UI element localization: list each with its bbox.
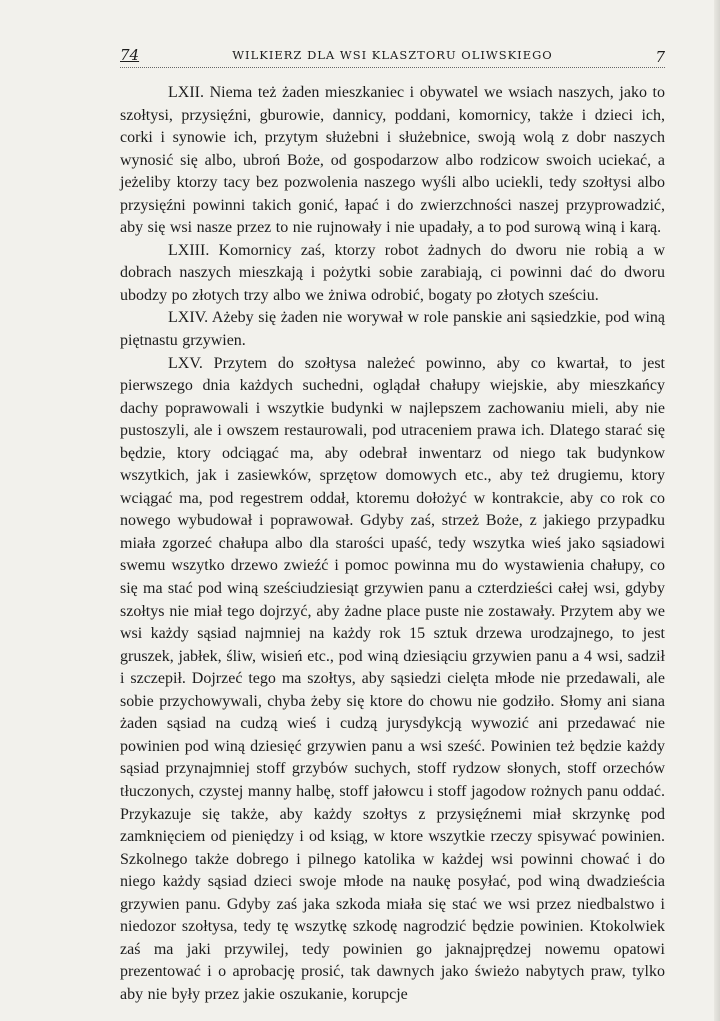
running-head <box>120 42 665 66</box>
header-rule <box>120 67 665 68</box>
text-body <box>120 82 665 1006</box>
page-number: 74 <box>120 46 140 64</box>
paragraph-lxv: LXV. Przytem do szołtysa należeć powinno, aby co kwartał, to jest pierwszego dnia każdych suchedni, oglądał chałupy wiejskie, aby mieszkańcy dachy poprawowali i wszytkie budynki w najlepszem zachowaniu mieli, aby nie pustoszyli, ale i owszem restaurowali, pod utraceniem prawa ich. Dlatego starać się będzie, ktory odciągać ma, aby odebrał inwentarz od niego tak budynkow wszytkich, jak i zasiewków, sprzętow domowych etc., aby też drugiemu, ktory wciągać ma, pod regestrem oddał, ktoremu dołożyć w kontrakcie, aby co rok co nowego wybudował i poprawował. Gdyby zaś, strzeż Boże, z jakiego przypadku miała zgorzeć chałupa albo dla starości upaść, tedy wszytka wieś jako sąsiadowi swemu wszytko drzewo zwieźć i pomoc powinna mu do wystawienia chałupy, co się ma stać pod winą sześciudziesiąt grzywien panu a czterdzieści całej wsi, gdyby szołtys nie miał tego dojrzyć, aby żadne place puste nie zostawały. Przytem aby we wsi każdy sąsiad najmniej na każdy rok 15 sztuk drzewa urodzajnego, to jest gruszek, jabłek, śliw, wisień etc., pod winą dziesiąciu grzywien panu a 4 wsi, sadził i szczepił. Dojrzeć tego ma szołtys, aby sąsiedzi cielęta młode nie przedawali, ale sobie przychowywali, chyba żeby się ktore do chowu nie godziło. Słomy ani siana żaden sąsiad na cudzą wieś i cudzą jurysdykcją wywozić ani przedawać nie powinien pod winą dziesięć grzywien panu a wsi sześć. Powinien też będzie każdy sąsiad przynajmniej stoff grzybów suchych, stoff rydzow słonych, stoff orzechów tłuczonych, czystej manny halbę, stoff jałowcu i stoff jagodow rożnych panu oddać. Przykazuje się także, aby każdy szołtys z przysięźnemi miał skrzynkę pod zamknięciem od pieniędzy i od ksiąg, w ktore wszytkie rzeczy spisywać powinien. Szkolnego także dobrego i pilnego katolika w każdej wsi powinni chować i do niego każdy sąsiad dzieci swoje młode na naukę posyłać, pod winą dwadzieścia grzywien panu. Gdyby zaś jaka szkoda miała się stać we wsi przez niedbalstwo i niedozor szołtysa, tedy tę wszytkę szkodę nagrodzić będzie powinien. Ktokolwiek zaś ma jaki przywilej, tedy powinien go jaknajprędzej nowemu opatowi prezentować i o aprobację prosić, tak dawnych jako świeżo nabytych praw, tylko aby nie były przez jakie oszukanie, korupcje <box>120 354 665 1003</box>
page-edge-shadow <box>714 0 720 1021</box>
running-title: WILKIERZ DLA WSI KLASZTORU OLIWSKIEGO <box>232 48 553 62</box>
paragraph-lxiii: LXIII. Komornicy zaś, ktorzy robot żadnych do dworu nie robią a w dobrach naszych mieszkają i pożytki sobie zarabiają, ci powinni dać do dworu ubodzy po złotych trzy albo we żniwa odrobić, bogaty po złotych sześciu. <box>120 241 665 304</box>
paragraph-lxiv: LXIV. Ażeby się żaden nie worywał w role panskie ani sąsiedzkie, pod winą piętnastu grzywien. <box>120 309 665 350</box>
sheet-signature-number: 7 <box>655 48 665 66</box>
paragraph-lxii: LXII. Niema też żaden mieszkaniec i obywatel we wsiach naszych, jako to szołtysi, przysięźni, gburowie, dannicy, poddani, komornicy, także i dzieci ich, corki i synowie ich, przytym służebni i służebnice, swoją wolą z dobr naszych wynosić się albo, ubroń Boże, od gospodarzow albo rodzicow swoich uciekać, a jeżeliby ktorzy tacy bez pozwolenia naszego wyśli albo uciekli, tedy szołtysi albo przysięźni powinni takich gonić, łapać i do zwierzchności naszej przyprowadzić, aby się wsi nasze przez to nie rujnowały i nie upadały, a to pod surową winą i karą. <box>120 84 665 237</box>
